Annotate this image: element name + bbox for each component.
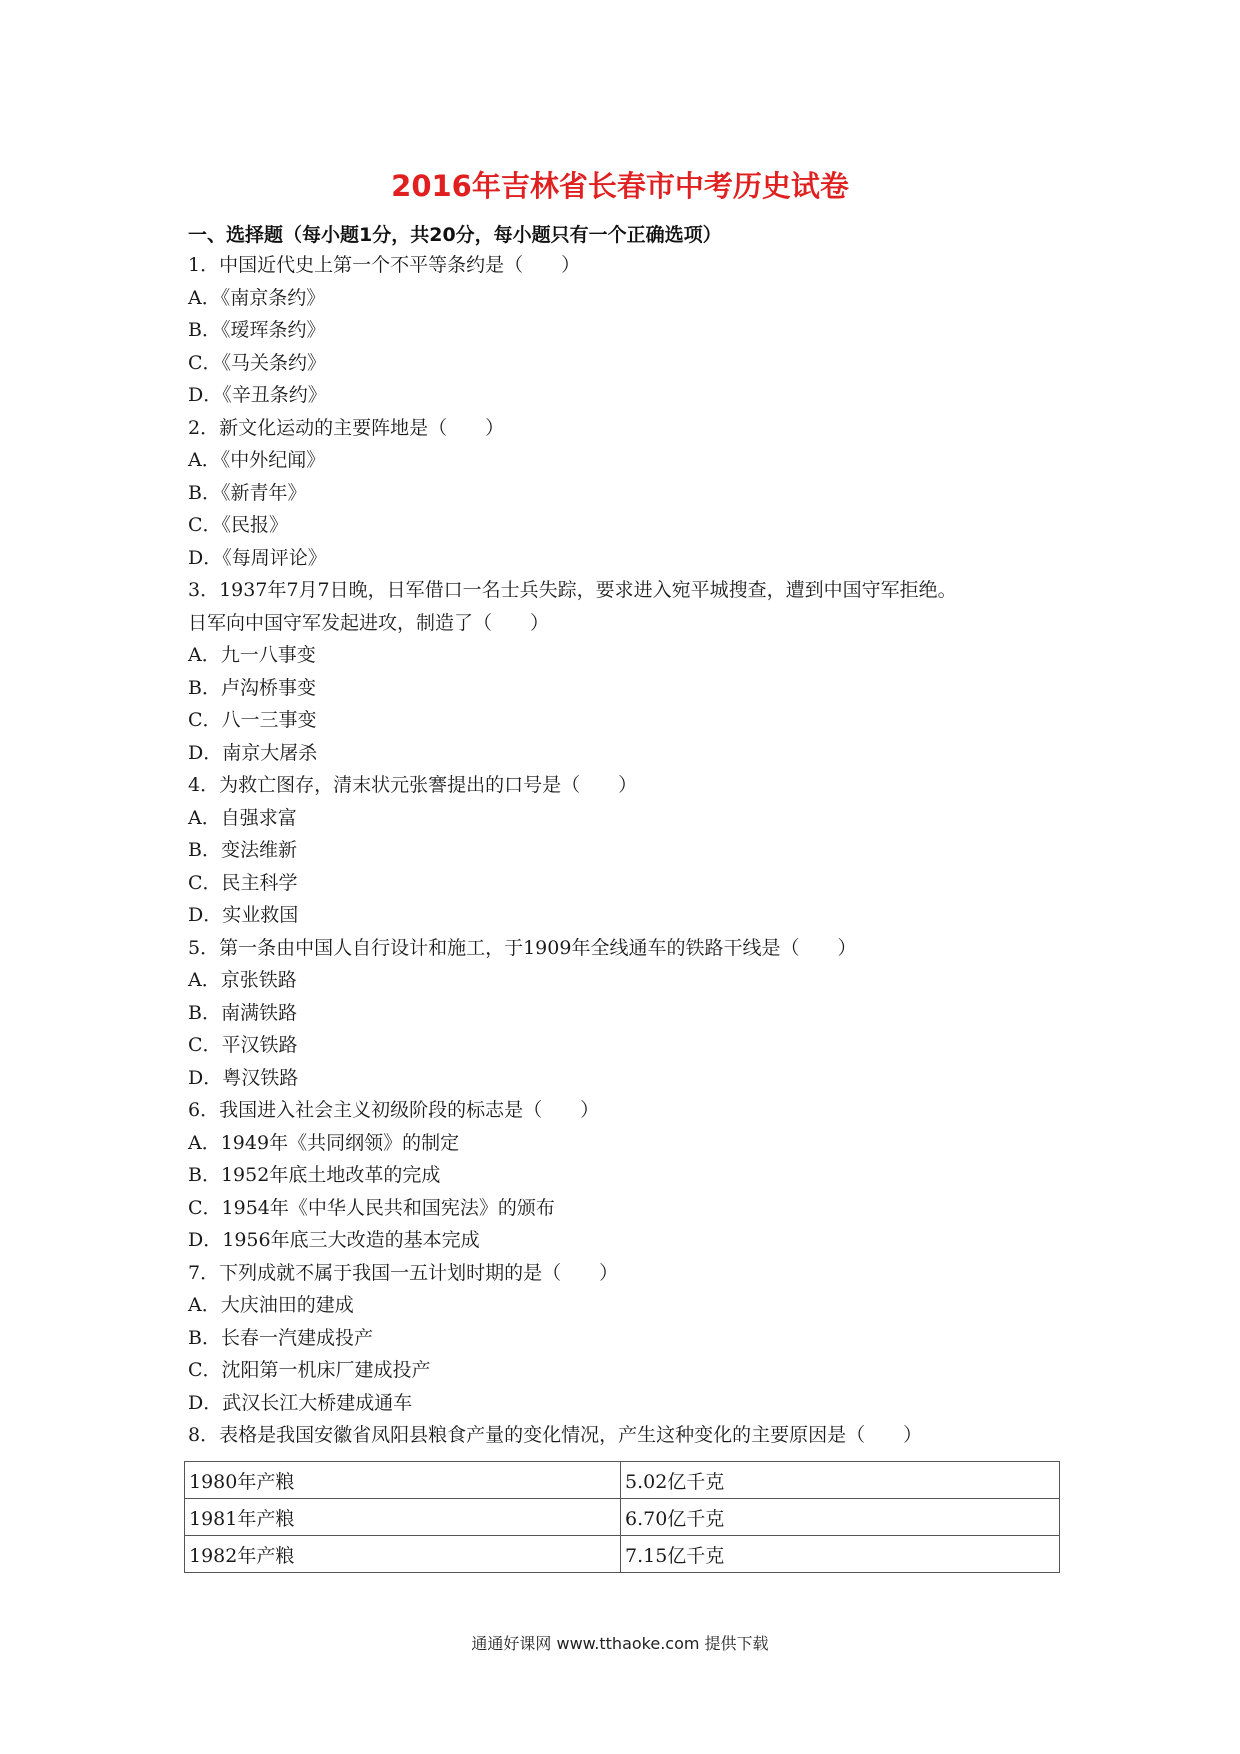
question-stem: 1．中国近代史上第一个不平等条约是（ ）	[188, 254, 581, 276]
footer-credit: 通通好课网 www.tthaoke.com 提供下载	[471, 1634, 769, 1653]
question-stem: 8．表格是我国安徽省凤阳县粮食产量的变化情况，产生这种变化的主要原因是（ ）	[188, 1424, 923, 1446]
answer-option: A．自强求富	[188, 806, 297, 829]
question-list	[188, 249, 1068, 1452]
answer-option: C．民主科学	[188, 871, 298, 894]
answer-option: C．平汉铁路	[188, 1034, 298, 1056]
answer-option: D．实业救国	[188, 904, 299, 926]
answer-option: B．变法维新	[188, 839, 297, 861]
answer-option: D．南京大屠杀	[188, 741, 318, 764]
answer-option: D．《每周评论》	[188, 546, 327, 569]
answer-option: A．1949年《共同纲领》的制定	[188, 1131, 460, 1154]
answer-option: B．长春一汽建成投产	[188, 1326, 373, 1349]
answer-option: A．大庆油田的建成	[188, 1294, 354, 1316]
question-stem: 7．下列成就不属于我国一五计划时期的是（ ）	[188, 1261, 619, 1284]
answer-option: C．八一三事变	[188, 709, 317, 731]
page-title: 2016年吉林省长春市中考历史试卷	[391, 169, 849, 203]
answer-option: A．《中外纪闻》	[188, 449, 326, 471]
question-stem: 3．1937年7月7日晚，日军借口一名士兵失踪，要求进入宛平城搜查，遭到中国守军拒绝。	[188, 579, 957, 601]
answer-option: B．卢沟桥事变	[188, 676, 316, 699]
answer-option: D．1956年底三大改造的基本完成	[188, 1229, 480, 1251]
answer-option: D．武汉长江大桥建成通车	[188, 1391, 413, 1414]
answer-option: B．1952年底土地改革的完成	[188, 1164, 441, 1186]
answer-option: D．粤汉铁路	[188, 1066, 299, 1089]
question-stem: 日军向中国守军发起进攻，制造了（ ）	[188, 611, 550, 634]
answer-option: A．九一八事变	[188, 644, 316, 666]
table-cell: 1982年产粮	[185, 1536, 621, 1573]
answer-option: C．1954年《中华人民共和国宪法》的颁布	[188, 1196, 555, 1219]
table-cell: 1981年产粮	[185, 1499, 621, 1536]
table-cell: 5.02亿千克	[621, 1462, 1060, 1499]
answer-option: A．京张铁路	[188, 969, 297, 991]
section-heading: 一、选择题（每小题1分，共20分，每小题只有一个正确选项）	[188, 224, 722, 246]
table-row	[185, 1499, 1060, 1536]
table-cell: 7.15亿千克	[621, 1536, 1060, 1573]
answer-option: C．沈阳第一机床厂建成投产	[188, 1359, 431, 1381]
table-cell: 1980年产粮	[185, 1462, 621, 1499]
answer-option: D．《辛丑条约》	[188, 384, 327, 406]
question-stem: 5．第一条由中国人自行设计和施工，于1909年全线通车的铁路干线是（ ）	[188, 936, 857, 959]
table-row	[185, 1462, 1060, 1499]
answer-option: B．南满铁路	[188, 1001, 297, 1024]
question-stem: 2．新文化运动的主要阵地是（ ）	[188, 416, 505, 439]
answer-option: B．《新青年》	[188, 481, 307, 504]
answer-option: A．《南京条约》	[188, 286, 326, 309]
grain-output-table	[184, 1461, 1060, 1573]
question-stem: 4．为救亡图存，清末状元张謇提出的口号是（ ）	[188, 774, 638, 796]
answer-option: C．《民报》	[188, 514, 289, 536]
table-cell: 6.70亿千克	[621, 1499, 1060, 1536]
answer-option: C．《马关条约》	[188, 351, 327, 374]
question-stem: 6．我国进入社会主义初级阶段的标志是（ ）	[188, 1099, 600, 1121]
answer-option: B．《瑷珲条约》	[188, 319, 326, 341]
table-row	[185, 1536, 1060, 1573]
